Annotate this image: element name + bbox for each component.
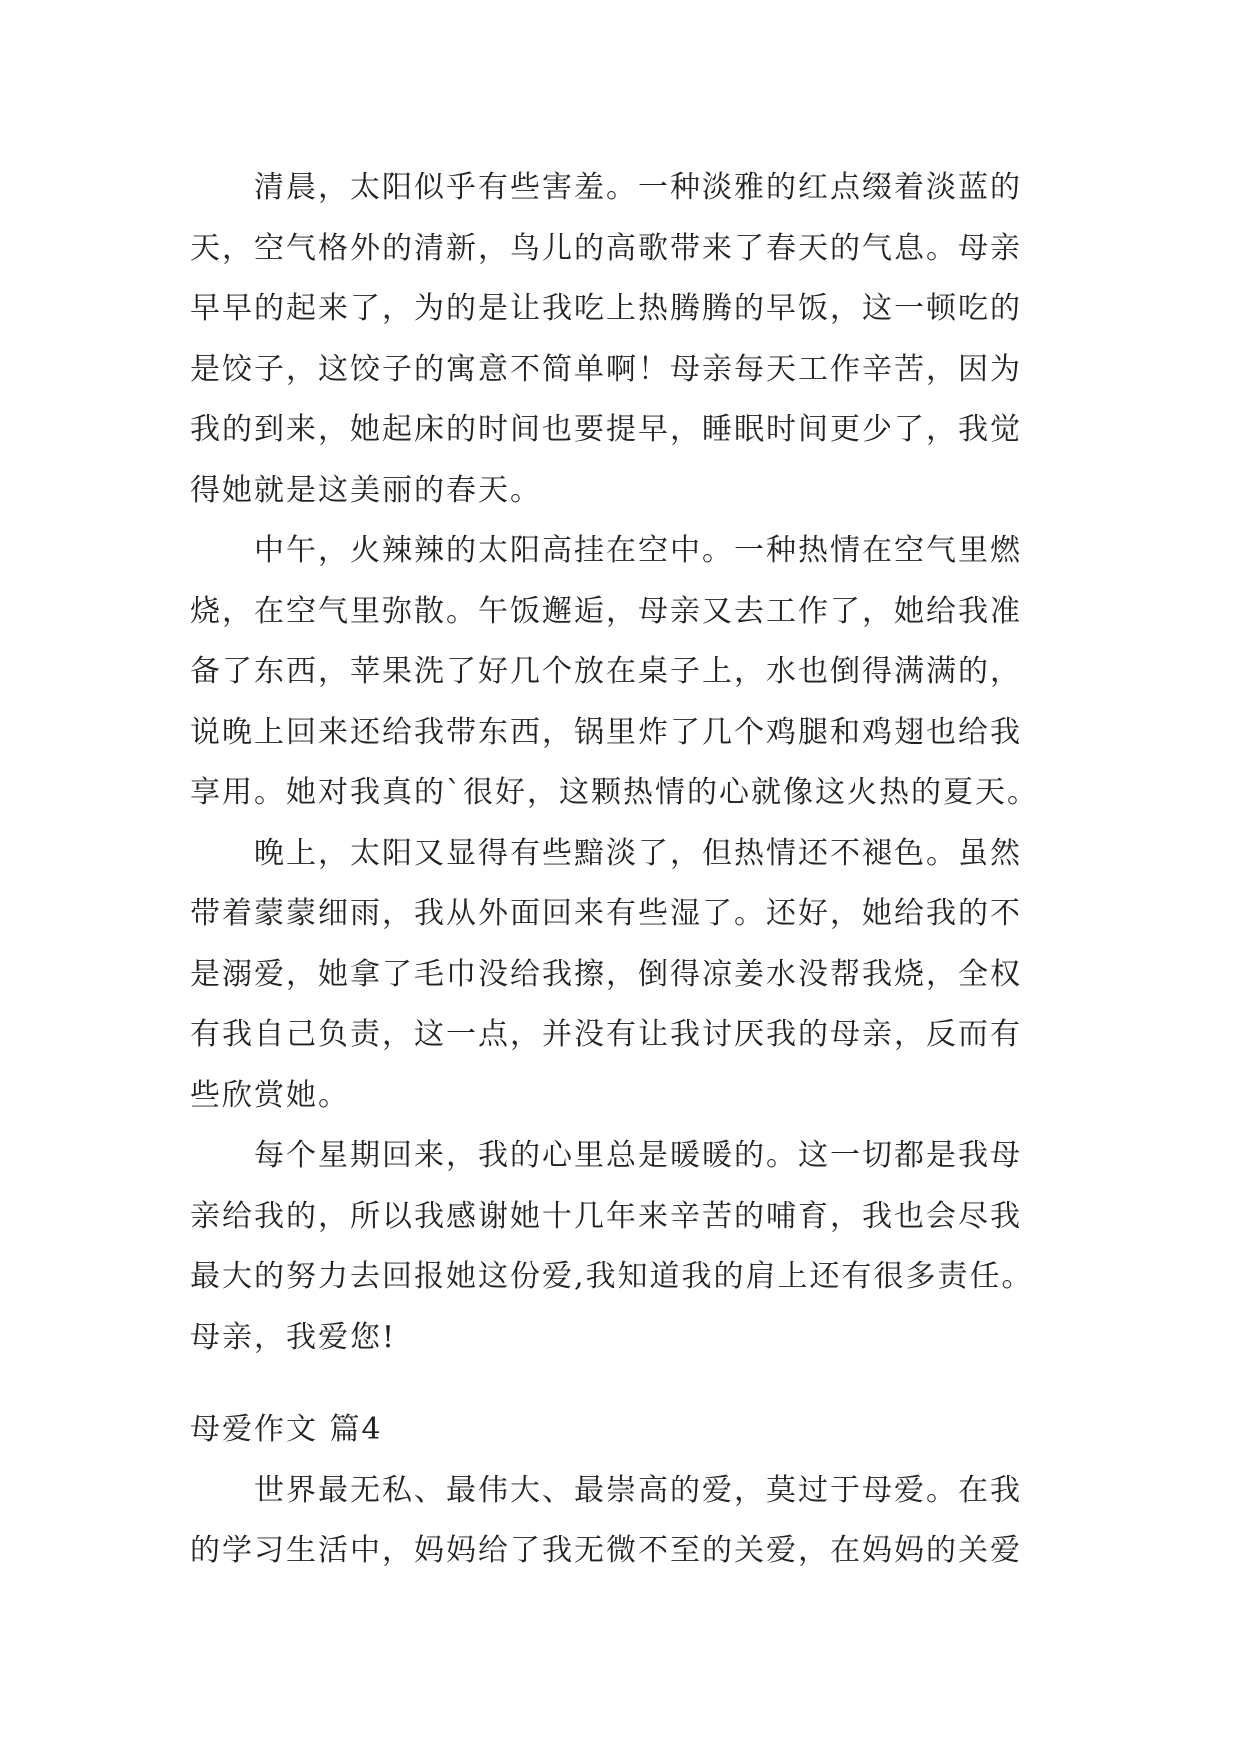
document-body [190,158,1060,1582]
section-spacer [190,1368,1060,1400]
text-line: 最大的努力去回报她这份爱,我知道我的肩上还有很多责任。 [190,1259,1034,1294]
text-line: 有我自己负责，这一点，并没有让我讨厌我的母亲，反而有 [190,1017,1022,1052]
text-line: 清晨，太阳似乎有些害羞。一种淡雅的红点缀着淡蓝的 [254,170,1022,205]
text-line: 亲给我的，所以我感谢她十几年来辛苦的哺育，我也会尽我 [190,1198,1022,1234]
text-line: 得她就是这美丽的春天。 [190,472,542,508]
text-line: 中午，火辣辣的太阳高挂在空中。一种热情在空气里燃 [254,533,1022,568]
text-line: 烧，在空气里弥散。午饭邂逅，母亲又去工作了，她给我准 [190,593,1022,629]
text-line: 享用。她对我真的`很好，这颗热情的心就像这火热的夏天。 [190,775,1039,810]
text-line: 天，空气格外的清新，鸟儿的高歌带来了春天的气息。母亲 [190,230,1022,266]
text-line: 带着蒙蒙细雨，我从外面回来有些湿了。还好，她给我的不 [190,896,1022,931]
text-line: 早早的起来了，为的是让我吃上热腾腾的早饭，这一顿吃的 [190,291,1022,326]
text-line: 备了东西，苹果洗了好几个放在桌子上，水也倒得满满的， [190,654,1022,689]
text-line: 是溺爱，她拿了毛巾没给我擦，倒得凉姜水没帮我烧，全权 [190,956,1022,992]
text-line: 些欣赏她。 [190,1077,350,1113]
paragraph [190,1461,1060,1582]
text-line: 是饺子，这饺子的寓意不简单啊！母亲每天工作辛苦，因为 [190,351,1022,387]
paragraph [190,158,1060,521]
paragraph [190,521,1060,824]
text-line: 母亲，我爱您! [190,1319,397,1355]
text-line: 世界最无私、最伟大、最崇高的爱，莫过于母爱。在我 [254,1472,1022,1508]
text-line: 我的到来，她起床的时间也要提早，睡眠时间更少了，我觉 [190,412,1022,447]
paragraph [190,1126,1060,1368]
section-title: 母爱作文 篇4 [190,1412,383,1447]
text-line: 说晚上回来还给我带东西，锅里炸了几个鸡腿和鸡翅也给我 [190,714,1022,750]
paragraph [190,824,1060,1127]
text-line: 的学习生活中，妈妈给了我无微不至的关爱，在妈妈的关爱 [190,1533,1022,1568]
text-line: 每个星期回来，我的心里总是暖暖的。这一切都是我母 [254,1138,1022,1173]
text-line: 晚上，太阳又显得有些黯淡了，但热情还不褪色。虽然 [254,835,1022,871]
